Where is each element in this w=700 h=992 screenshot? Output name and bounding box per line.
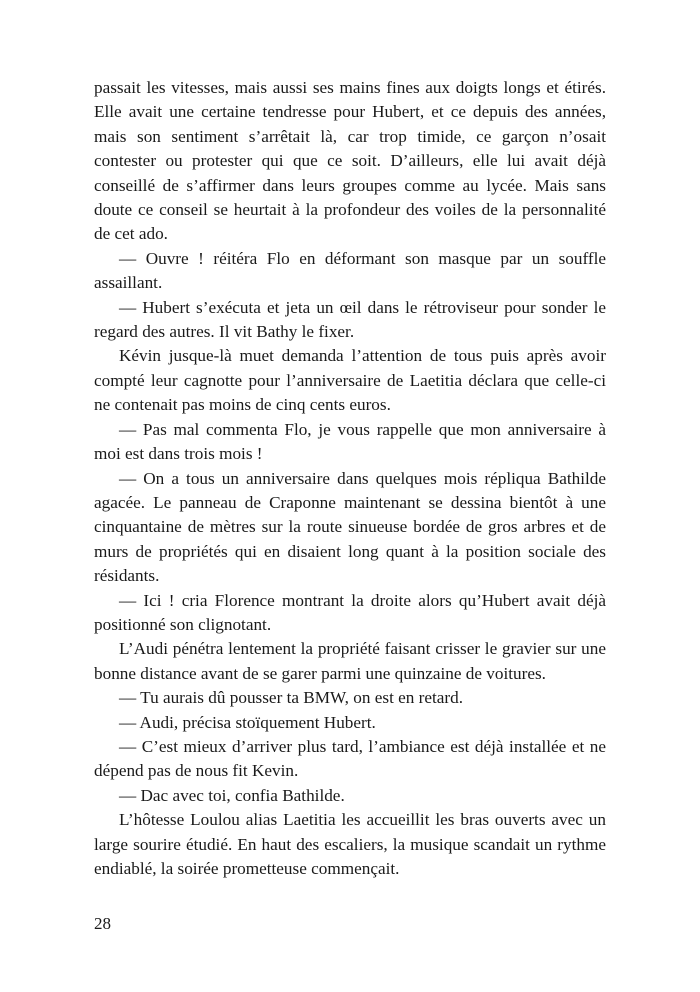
paragraph: — C’est mieux d’arriver plus tard, l’ambiance est déjà installée et ne dépend pas de nous fit Kevin. [94, 736, 606, 781]
paragraph: — Audi, précisa stoïquement Hubert. [119, 712, 376, 732]
paragraph: — On a tous un anniversaire dans quelques mois répliqua Bathilde agacée. Le panneau de Craponne maintenant se dessina bientôt à une cinquantaine de mètres sur la route sinueuse bordée de gros arbres et de murs de propriétés qui en disaient long quant à la position sociale des résidants. [94, 468, 606, 586]
page-number: 28 [94, 914, 111, 933]
page-body [94, 76, 606, 881]
paragraph: — Hubert s’exécuta et jeta un œil dans le rétroviseur pour sonder le regard des autres. Il vit Bathy le fixer. [94, 297, 606, 342]
paragraph: Kévin jusque-là muet demanda l’attention de tous puis après avoir compté leur cagnotte pour l’anniversaire de Laetitia déclara que celle-ci ne contenait pas moins de cinq cents euros. [94, 346, 606, 415]
paragraph: — Tu aurais dû pousser ta BMW, on est en retard. [119, 688, 464, 708]
paragraph: L’hôtesse Loulou alias Laetitia les accueillit les bras ouverts avec un large sourire étudié. En haut des escaliers, la musique scandait un rythme endiablé, la soirée prometteuse commençait. [94, 810, 606, 878]
paragraph: — Pas mal commenta Flo, je vous rappelle que mon anniversaire à moi est dans trois mois ! [94, 419, 606, 464]
paragraph: L’Audi pénétra lentement la propriété faisant crisser le gravier sur une bonne distance avant de se garer parmi une quinzaine de voitures. [94, 639, 606, 683]
paragraph: passait les vitesses, mais aussi ses mains fines aux doigts longs et étirés. Elle avait une certaine tendresse pour Hubert, et ce depuis des années, mais son sentiment s’arrêtait là, car trop timide, ce garçon n’osait contester ou protester qui que ce soit. D’ailleurs, elle lui avait déjà conseillé de s’affirmer dans leurs groupes comme au lycée. Mais sans doute ce conseil se heurtait à la profondeur des voiles de la personnalité de cet ado. [94, 78, 606, 244]
paragraph: — Dac avec toi, confia Bathilde. [119, 785, 345, 805]
paragraph: — Ouvre ! réitéra Flo en déformant son masque par un souffle assaillant. [94, 248, 606, 293]
paragraph: — Ici ! cria Florence montrant la droite alors qu’Hubert avait déjà positionné son clignotant. [94, 590, 606, 634]
